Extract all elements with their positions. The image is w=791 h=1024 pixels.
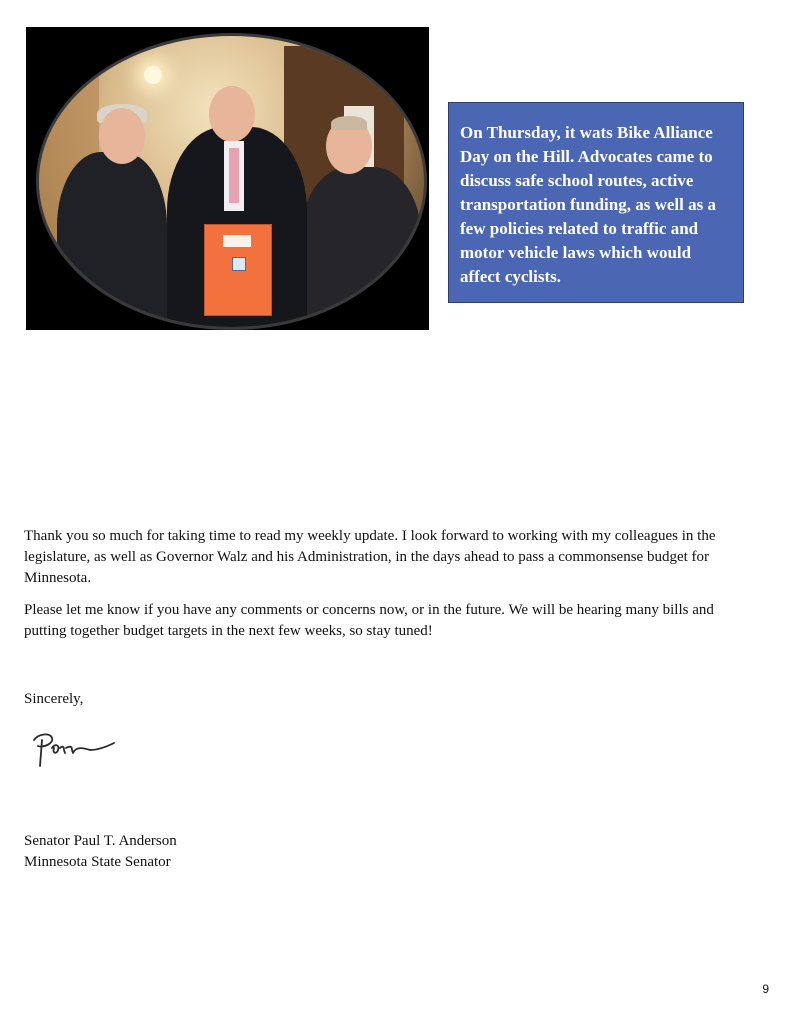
folder-logo-icon — [232, 257, 246, 271]
photo-hair-right — [331, 116, 367, 130]
handwritten-signature — [28, 726, 118, 770]
photo-orange-folder — [204, 224, 272, 316]
photo-tie — [229, 148, 239, 203]
letter-paragraph-2: Please let me know if you have any comments or concerns now, or in the future. We will be hearing many bills and putting together budget targets in the next few weeks, so stay tuned! — [24, 602, 714, 639]
letter-paragraph-1: Thank you so much for taking time to read my weekly update. I look forward to working with my colleagues in the legislature, as well as Governor Walz and his Administration, in the days ahead to pass a commonsense budget for Minnesota. — [24, 528, 716, 586]
photo-caption-text: On Thursday, it wats Bike Alliance Day on the Hill. Advocates came to discuss safe school routes, active transportation funding, as well as a few policies related to traffic and motor vehicle laws which would affect cyclists. — [460, 123, 716, 286]
letter-closing: Sincerely, — [24, 691, 84, 707]
folder-label — [223, 235, 251, 247]
photo-face-center — [209, 86, 255, 142]
photo-caption-box — [448, 102, 744, 303]
sender-name: Senator Paul T. Anderson — [24, 833, 177, 849]
event-photo — [26, 27, 429, 330]
photo-face-left — [99, 108, 145, 164]
page-number: 9 — [762, 982, 769, 996]
photo-person-left — [57, 152, 167, 330]
sender-title: Minnesota State Senator — [24, 854, 171, 870]
photo-person-right — [301, 167, 421, 330]
photo-oval-frame — [36, 33, 427, 330]
photo-ceiling-light — [144, 66, 162, 84]
